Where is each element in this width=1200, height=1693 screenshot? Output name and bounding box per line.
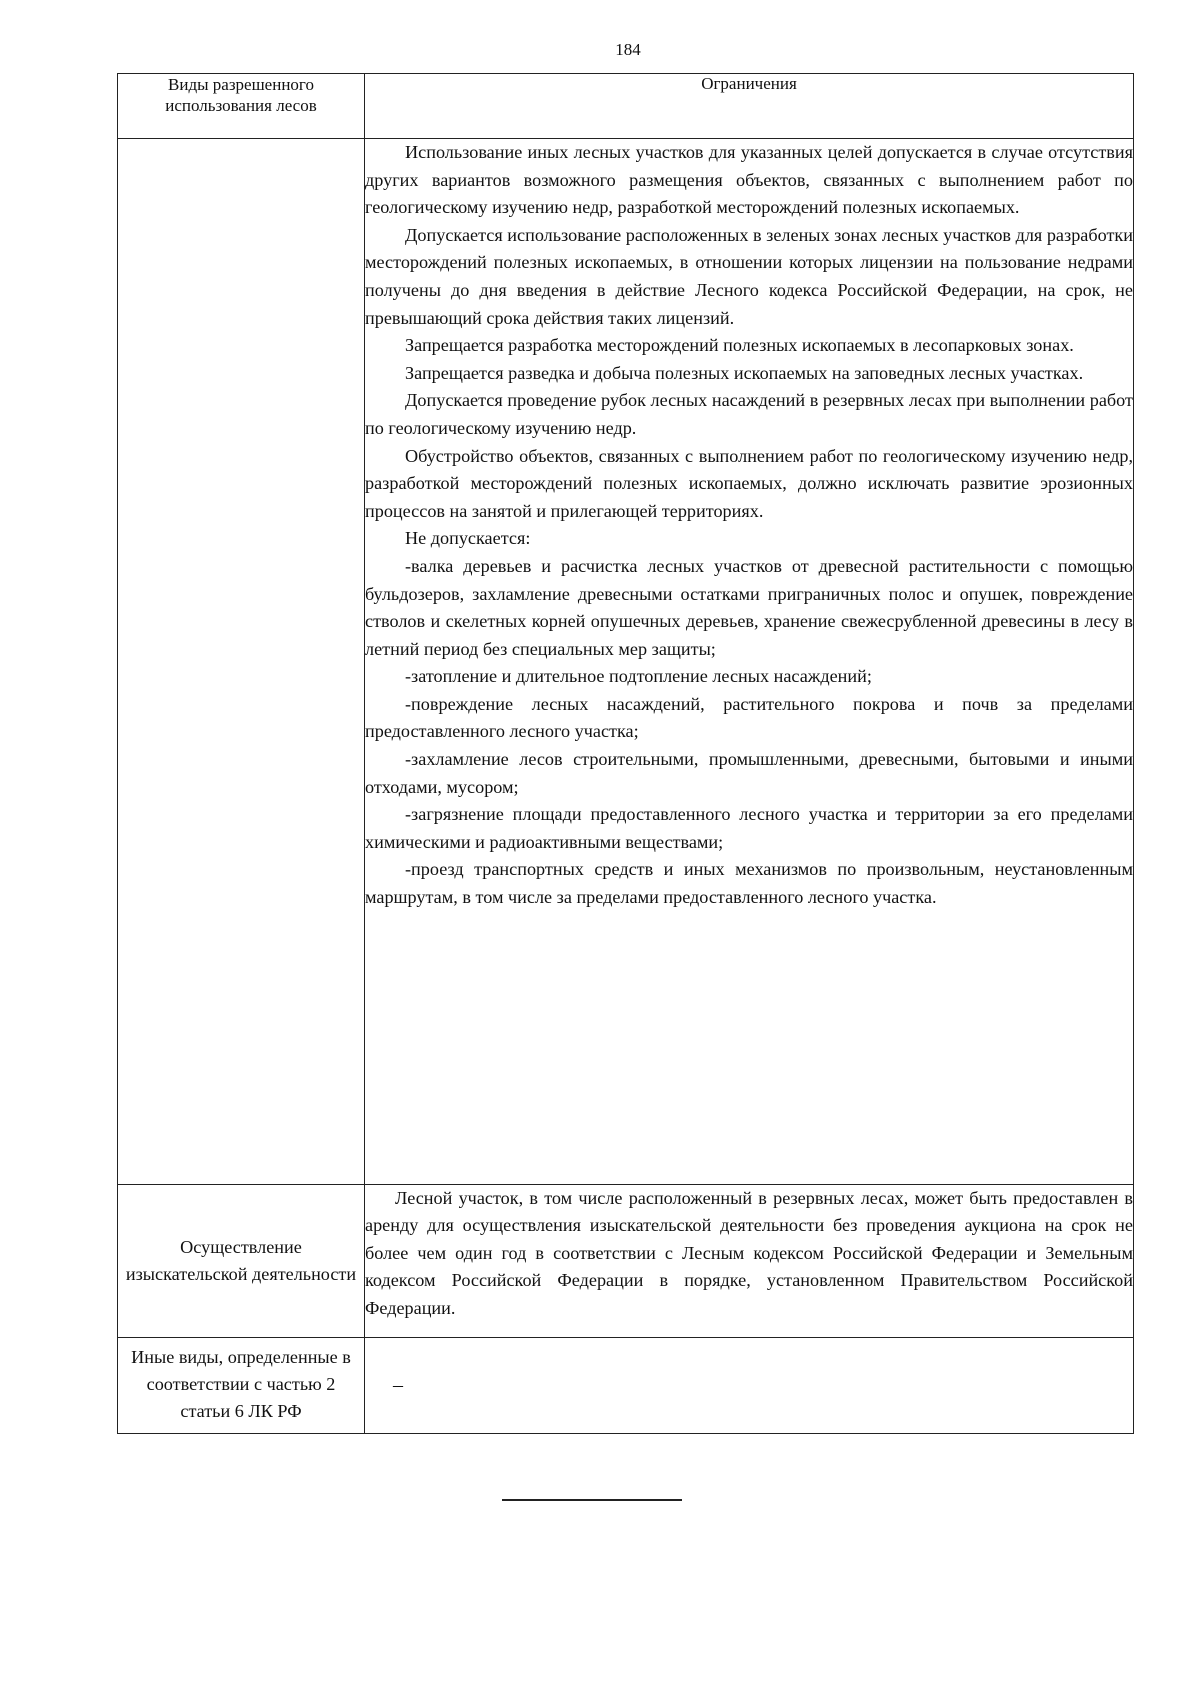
row2-kind-cell: Осуществление изыскательской деятельности (118, 1185, 365, 1338)
row2-restrictions-cell (365, 1185, 1134, 1338)
restriction-list-item: -повреждение лесных насаждений, растительного покрова и почв за пределами предоставленного лесного участка; (365, 693, 1133, 742)
header-restrictions: Ограничения (365, 74, 1134, 139)
restrictions-table (117, 73, 1134, 1434)
footer-rule (502, 1499, 682, 1501)
restriction-list-item: -проезд транспортных средств и иных механизмов по произвольным, неустановленным маршрутам, в том числе за пределами предоставленного лесного участка. (365, 859, 1133, 908)
restriction-paragraph: Допускается проведение рубок лесных насаждений в резервных лесах при выполнении работ по геологическому изучению недр. (365, 390, 1133, 438)
restriction-paragraph: Допускается использование расположенных в зеленых зонах лесных участков для разработки месторождений полезных ископаемых, в отношении которых лицензии на пользование недрами получены до дня введения в действие Лесного кодекса Российской Федерации, на срок, не превышающий срока действия таких лицензий. (365, 224, 1133, 328)
page-number: 184 (615, 40, 641, 59)
row3-restrictions-cell: – (365, 1338, 1134, 1434)
restriction-paragraph: Запрещается разработка месторождений полезных ископаемых в лесопарковых зонах. (405, 335, 1074, 356)
restriction-paragraph: Не допускается: (405, 528, 531, 549)
restriction-list-item: -затопление и длительное подтопление лесных насаждений; (405, 666, 872, 687)
restriction-paragraph: Обустройство объектов, связанных с выполнением работ по геологическому изучению недр, разработкой месторождений полезных ископаемых, должно исключать развитие эрозионных процессов на занятой и прилегающей территориях. (365, 445, 1133, 521)
row1-restrictions-cell (365, 139, 1134, 1185)
table-header-row (118, 74, 1134, 139)
restriction-list-item: -загрязнение площади предоставленного лесного участка и территории за его пределами химическими и радиоактивными веществами; (365, 804, 1133, 852)
row1-kind-cell (118, 139, 365, 1185)
restriction-paragraph: Лесной участок, в том числе расположенный в резервных лесах, может быть предоставлен в аренду для осуществления изыскательской деятельности без проведения аукциона на срок не более чем один год в соответствии с Лесным кодексом Российской Федерации и Земельным кодексом Российской Федерации в порядке, установленном Правительством Российской Федерации. (365, 1188, 1133, 1318)
row3-kind-cell: Иные виды, определенные в соответствии с частью 2 статьи 6 ЛК РФ (118, 1338, 365, 1434)
restriction-paragraph: Использование иных лесных участков для указанных целей допускается в случае отсутствия других вариантов возможного размещения объектов, связанных с выполнением работ по геологическому изучению недр, разработкой месторождений полезных ископаемых. (365, 142, 1133, 218)
table-row (118, 139, 1134, 1185)
header-forest-use-types: Виды разрешенного использования лесов (118, 74, 365, 139)
restriction-list-item: -захламление лесов строительными, промышленными, древесными, бытовыми и иными отходами, мусором; (365, 749, 1133, 797)
table-row (118, 1185, 1134, 1338)
restriction-paragraph: Запрещается разведка и добыча полезных ископаемых на заповедных лесных участках. (405, 362, 1084, 383)
table-row (118, 1338, 1134, 1434)
restriction-list-item: -валка деревьев и расчистка лесных участков от древесной растительности с помощью бульдозеров, захламление древесными остатками приграничных полос и опушек, повреждение стволов и скелетных корней опушечных деревьев, хранение свежесрубленной древесины в лесу в летний период без специальных мер защиты; (365, 555, 1133, 659)
